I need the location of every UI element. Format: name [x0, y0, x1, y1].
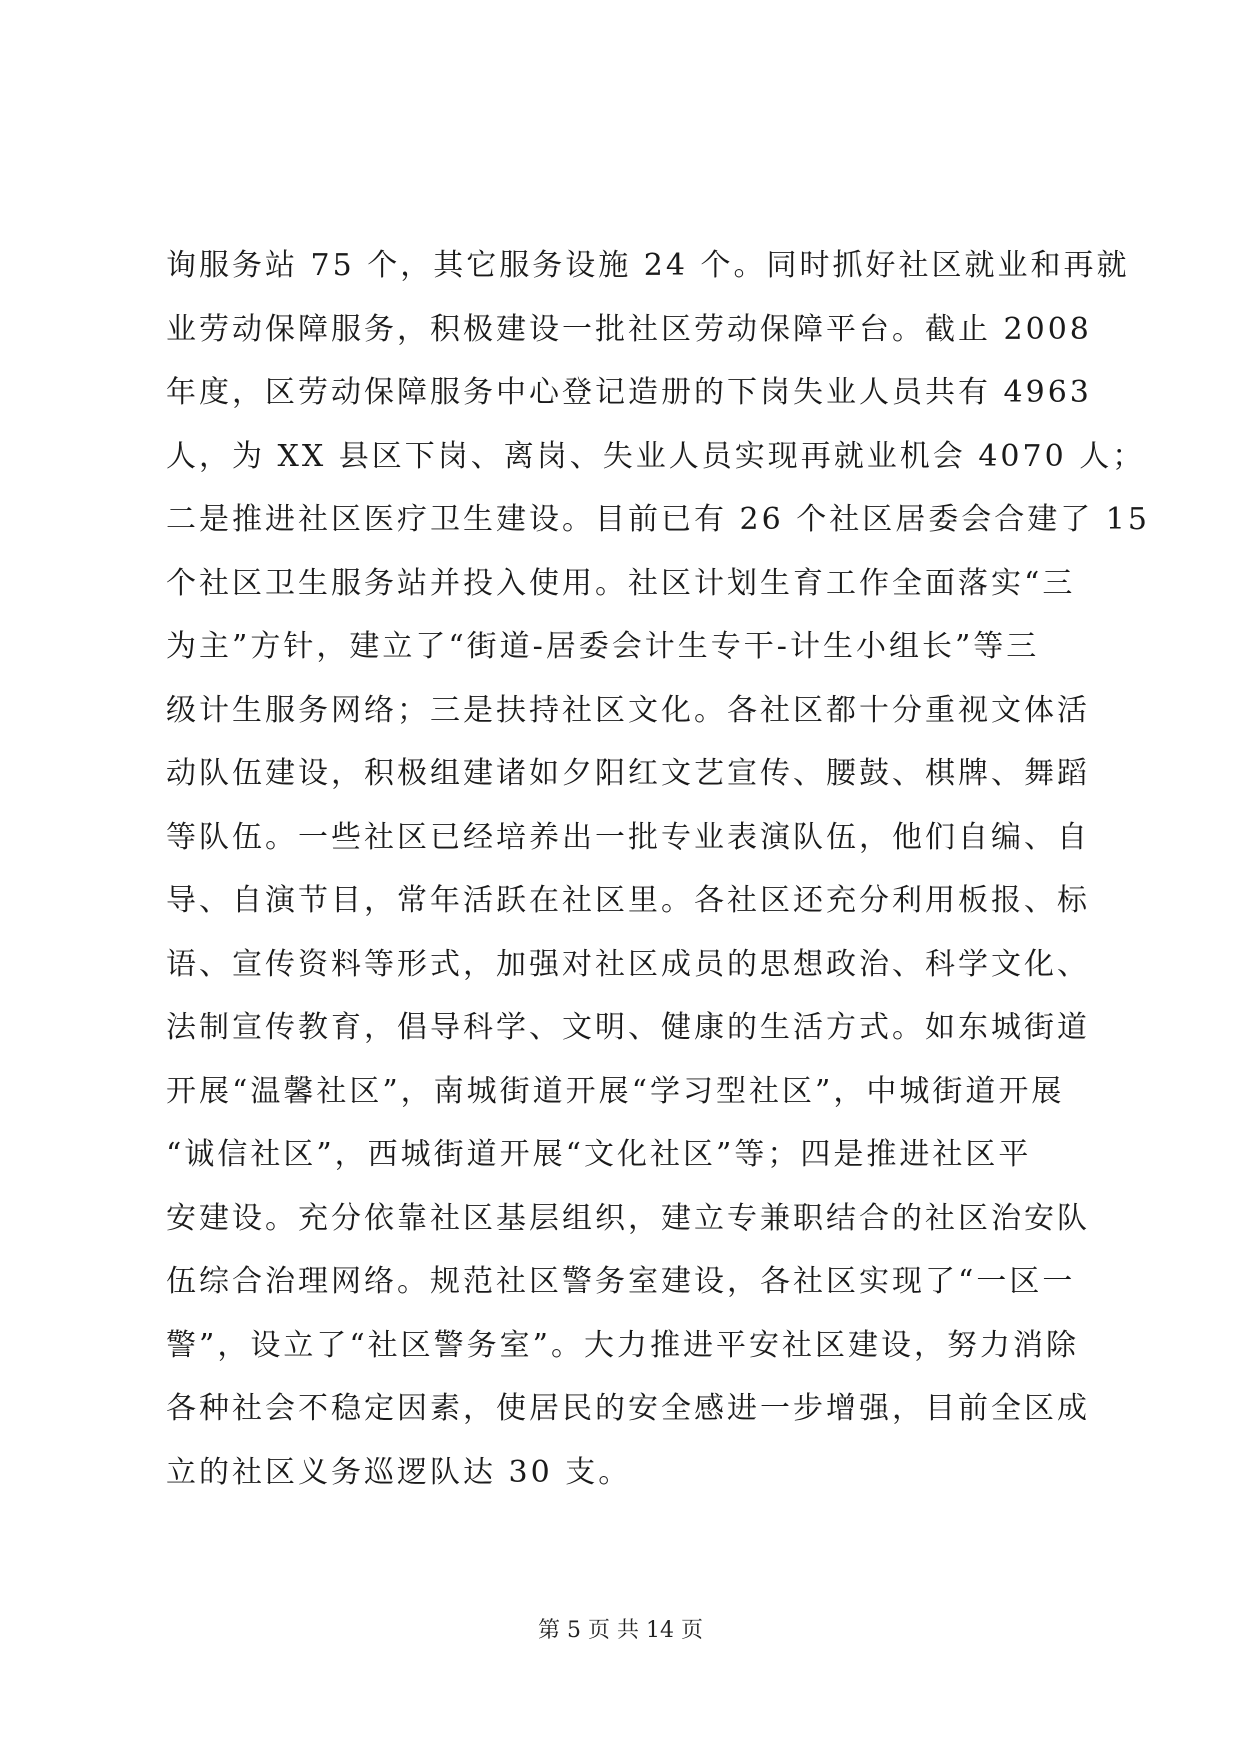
page-footer	[0, 1616, 1241, 1646]
text-line: 安建设。充分依靠社区基层组织，建立专兼职结合的社区治安队	[166, 1200, 1090, 1236]
text-line: 警”，设立了“社区警务室”。大力推进平安社区建设，努力消除	[166, 1327, 1080, 1363]
text-line: 人，为 XX 县区下岗、离岗、失业人员实现再就业机会 4070 人；	[166, 438, 1146, 474]
text-line: 开展“温馨社区”，南城街道开展“学习型社区”，中城街道开展	[166, 1073, 1065, 1109]
body-paragraph	[166, 234, 1150, 1504]
text-line: 语、宣传资料等形式，加强对社区成员的思想政治、科学文化、	[166, 946, 1090, 982]
text-line: 伍综合治理网络。规范社区警务室建设，各社区实现了“一区一	[166, 1264, 1076, 1299]
text-line: 二是推进社区医疗卫生建设。目前已有 26 个社区居委会合建了 15	[166, 502, 1150, 537]
text-line: 各种社会不稳定因素，使居民的安全感进一步增强，目前全区成	[166, 1391, 1090, 1426]
text-line: 等队伍。一些社区已经培养出一批专业表演队伍，他们自编、自	[166, 819, 1090, 855]
text-line: 个社区卫生服务站并投入使用。社区计划生育工作全面落实“三	[166, 565, 1076, 601]
text-line: “诚信社区”，西城街道开展“文化社区”等；四是推进社区平	[166, 1137, 1032, 1172]
text-line: 导、自演节目，常年活跃在社区里。各社区还充分利用板报、标	[166, 883, 1090, 918]
page-number: 第 5 页 共 14 页	[538, 1618, 703, 1643]
text-line: 年度，区劳动保障服务中心登记造册的下岗失业人员共有 4963	[166, 375, 1092, 410]
text-line: 立的社区义务巡逻队达 30 支。	[166, 1454, 632, 1490]
text-line: 询服务站 75 个，其它服务设施 24 个。同时抓好社区就业和再就	[166, 248, 1130, 283]
text-line: 法制宣传教育，倡导科学、文明、健康的生活方式。如东城街道	[166, 1010, 1090, 1045]
text-line: 级计生服务网络；三是扶持社区文化。各社区都十分重视文体活	[166, 692, 1090, 728]
text-line: 动队伍建设，积极组建诸如夕阳红文艺宣传、腰鼓、棋牌、舞蹈	[166, 756, 1090, 791]
text-line: 为主”方针，建立了“街道-居委会计生专干-计生小组长”等三	[166, 629, 1040, 664]
text-line: 业劳动保障服务，积极建设一批社区劳动保障平台。截止 2008	[166, 311, 1092, 347]
